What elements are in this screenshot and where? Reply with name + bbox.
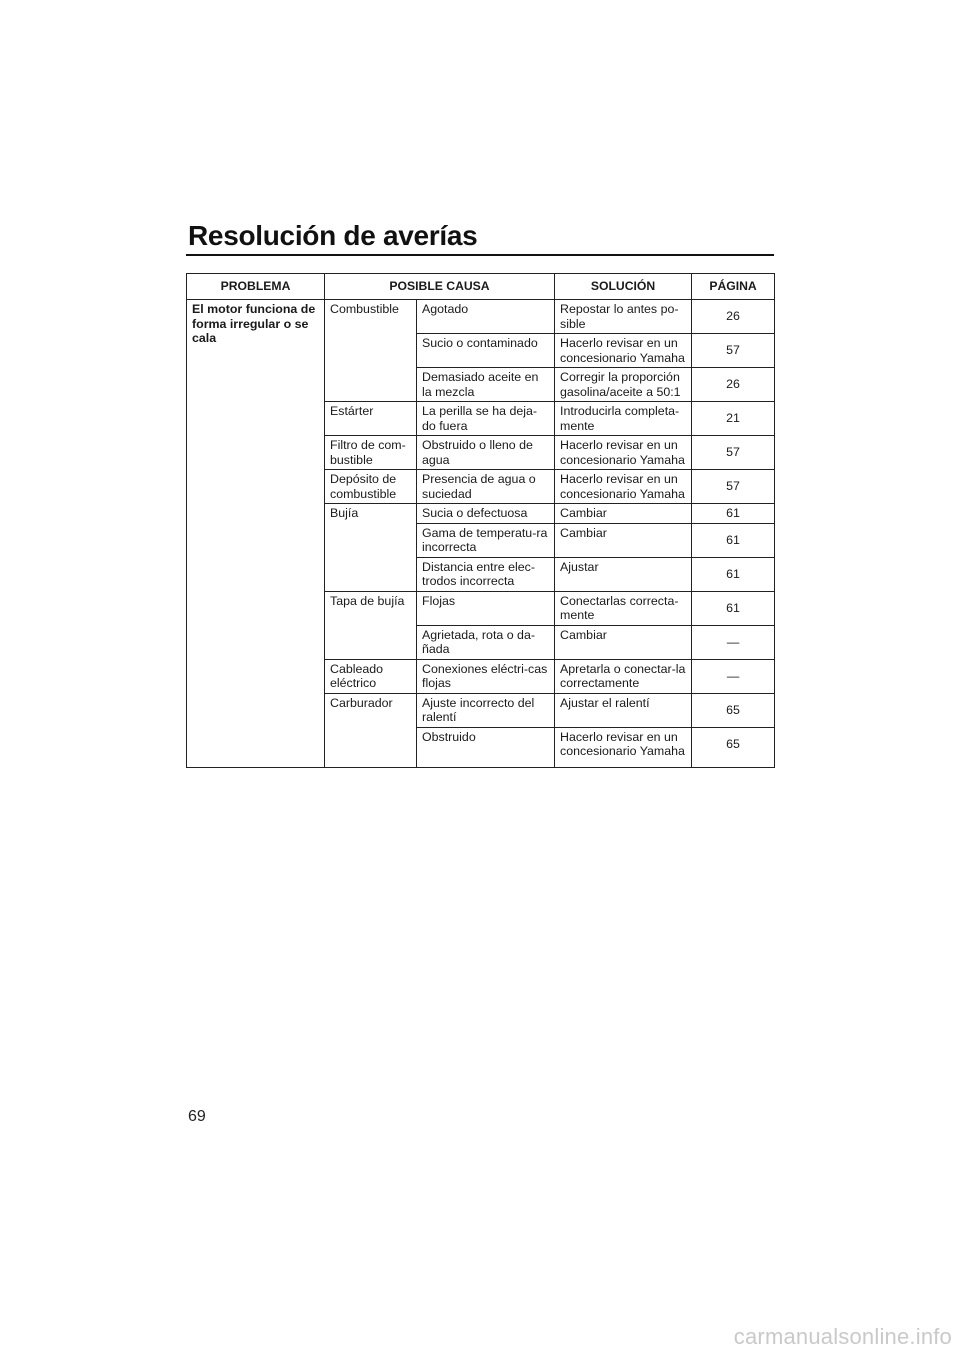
solution-cell: Cambiar [555,504,692,524]
solution-cell: Hacerlo revisar en un concesionario Yamaha [555,436,692,470]
detail-cell: Conexiones eléctri-cas flojas [417,659,555,693]
detail-cell: La perilla se ha deja-do fuera [417,402,555,436]
page-cell: 26 [692,368,775,402]
page-cell: 21 [692,402,775,436]
detail-cell: Demasiado aceite en la mezcla [417,368,555,402]
detail-cell: Sucia o defectuosa [417,504,555,524]
page-number: 69 [188,1108,206,1125]
troubleshooting-table [186,273,775,768]
solution-cell: Cambiar [555,523,692,557]
cause-cell: Tapa de bujía [325,591,417,659]
header-problem: PROBLEMA [187,274,325,300]
detail-cell: Obstruido [417,727,555,767]
header-page: PÁGINA [692,274,775,300]
cause-cell: Estárter [325,402,417,436]
page-cell: 61 [692,523,775,557]
solution-cell: Conectarlas correcta-mente [555,591,692,625]
page-cell: 61 [692,504,775,524]
page-cell: 65 [692,727,775,767]
page-cell: 65 [692,693,775,727]
solution-cell: Repostar lo antes po-sible [555,300,692,334]
cause-cell: Bujía [325,504,417,592]
table-header-row [187,274,775,300]
page-cell: — [692,625,775,659]
solution-cell: Ajustar [555,557,692,591]
page-cell: 57 [692,334,775,368]
detail-cell: Distancia entre elec-trodos incorrecta [417,557,555,591]
solution-cell: Apretarla o conectar-la correctamente [555,659,692,693]
detail-cell: Presencia de agua o suciedad [417,470,555,504]
problem-cell: El motor funciona de forma irregular o se cala [187,300,325,768]
solution-cell: Corregir la proporción gasolina/aceite a 50:1 [555,368,692,402]
watermark: carmanualsonline.info [733,1324,952,1349]
cause-cell: Filtro de com-bustible [325,436,417,470]
detail-cell: Gama de temperatu-ra incorrecta [417,523,555,557]
header-solution: SOLUCIÓN [555,274,692,300]
detail-cell: Sucio o contaminado [417,334,555,368]
solution-cell: Hacerlo revisar en un concesionario Yamaha [555,470,692,504]
page-cell: 61 [692,557,775,591]
page-cell: 57 [692,436,775,470]
table-row [187,300,775,334]
solution-cell: Introducirla completa-mente [555,402,692,436]
page-cell: 61 [692,591,775,625]
page-cell: 26 [692,300,775,334]
solution-cell: Cambiar [555,625,692,659]
page-cell: — [692,659,775,693]
cause-cell: Cableado eléctrico [325,659,417,693]
solution-cell: Hacerlo revisar en un concesionario Yamaha [555,334,692,368]
cause-cell: Combustible [325,300,417,402]
detail-cell: Agrietada, rota o da-ñada [417,625,555,659]
detail-cell: Ajuste incorrecto del ralentí [417,693,555,727]
cause-cell: Depósito de combustible [325,470,417,504]
title-rule [186,254,774,256]
solution-cell: Ajustar el ralentí [555,693,692,727]
header-cause: POSIBLE CAUSA [325,274,555,300]
table-body [187,300,775,768]
detail-cell: Flojas [417,591,555,625]
detail-cell: Agotado [417,300,555,334]
page-cell: 57 [692,470,775,504]
page-title: Resolución de averías [188,220,478,251]
detail-cell: Obstruido o lleno de agua [417,436,555,470]
cause-cell: Carburador [325,693,417,767]
solution-cell: Hacerlo revisar en un concesionario Yamaha [555,727,692,767]
